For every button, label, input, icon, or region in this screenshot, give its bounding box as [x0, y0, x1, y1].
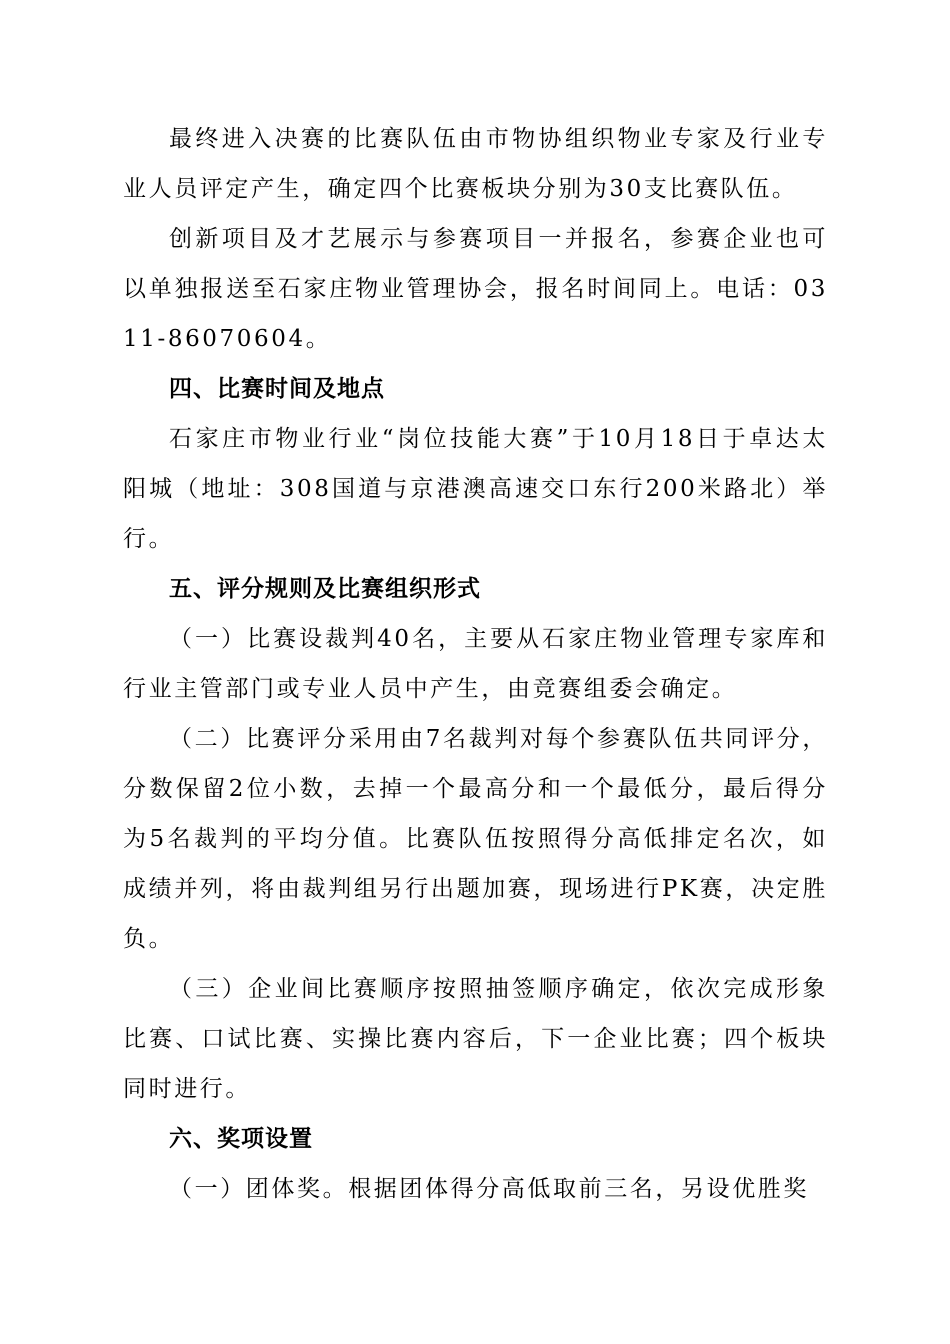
- section-heading-awards: 六、奖项设置: [169, 1126, 313, 1152]
- paragraph-scoring-method: （二）比赛评分采用由7名裁判对每个参赛队伍共同评分，分数保留2位小数，去掉一个最高分和一个最低分，最后得分为5名裁判的平均分值。比赛队伍按照得分高低排定名次，如成绩并列，将由裁判组另行出题加赛，现场进行PK赛，决定胜负。: [123, 726, 828, 952]
- paragraph-finalist-selection: 最终进入决赛的比赛队伍由市物协组织物业专家及行业专业人员评定产生，确定四个比赛板块分别为30支比赛队伍。: [123, 126, 828, 202]
- paragraph-innovation-registration: 创新项目及才艺展示与参赛项目一并报名，参赛企业也可以单独报送至石家庄物业管理协会，报名时间同上。电话：0311-86070604。: [123, 226, 828, 352]
- section-heading-time-location: 四、比赛时间及地点: [169, 376, 385, 402]
- paragraph-judges: （一）比赛设裁判40名，主要从石家庄物业管理专家库和行业主管部门或专业人员中产生，由竞赛组委会确定。: [123, 626, 828, 702]
- document-body: [123, 114, 828, 1214]
- section-heading-scoring-rules: 五、评分规则及比赛组织形式: [169, 576, 481, 602]
- paragraph-team-award: （一）团体奖。根据团体得分高低取前三名，另设优胜奖: [169, 1176, 809, 1202]
- paragraph-competition-order: （三）企业间比赛顺序按照抽签顺序确定，依次完成形象比赛、口试比赛、实操比赛内容后，下一企业比赛；四个板块同时进行。: [123, 976, 828, 1102]
- paragraph-time-location: 石家庄市物业行业“岗位技能大赛”于10月18日于卓达太阳城（地址：308国道与京港澳高速交口东行200米路北）举行。: [123, 426, 828, 552]
